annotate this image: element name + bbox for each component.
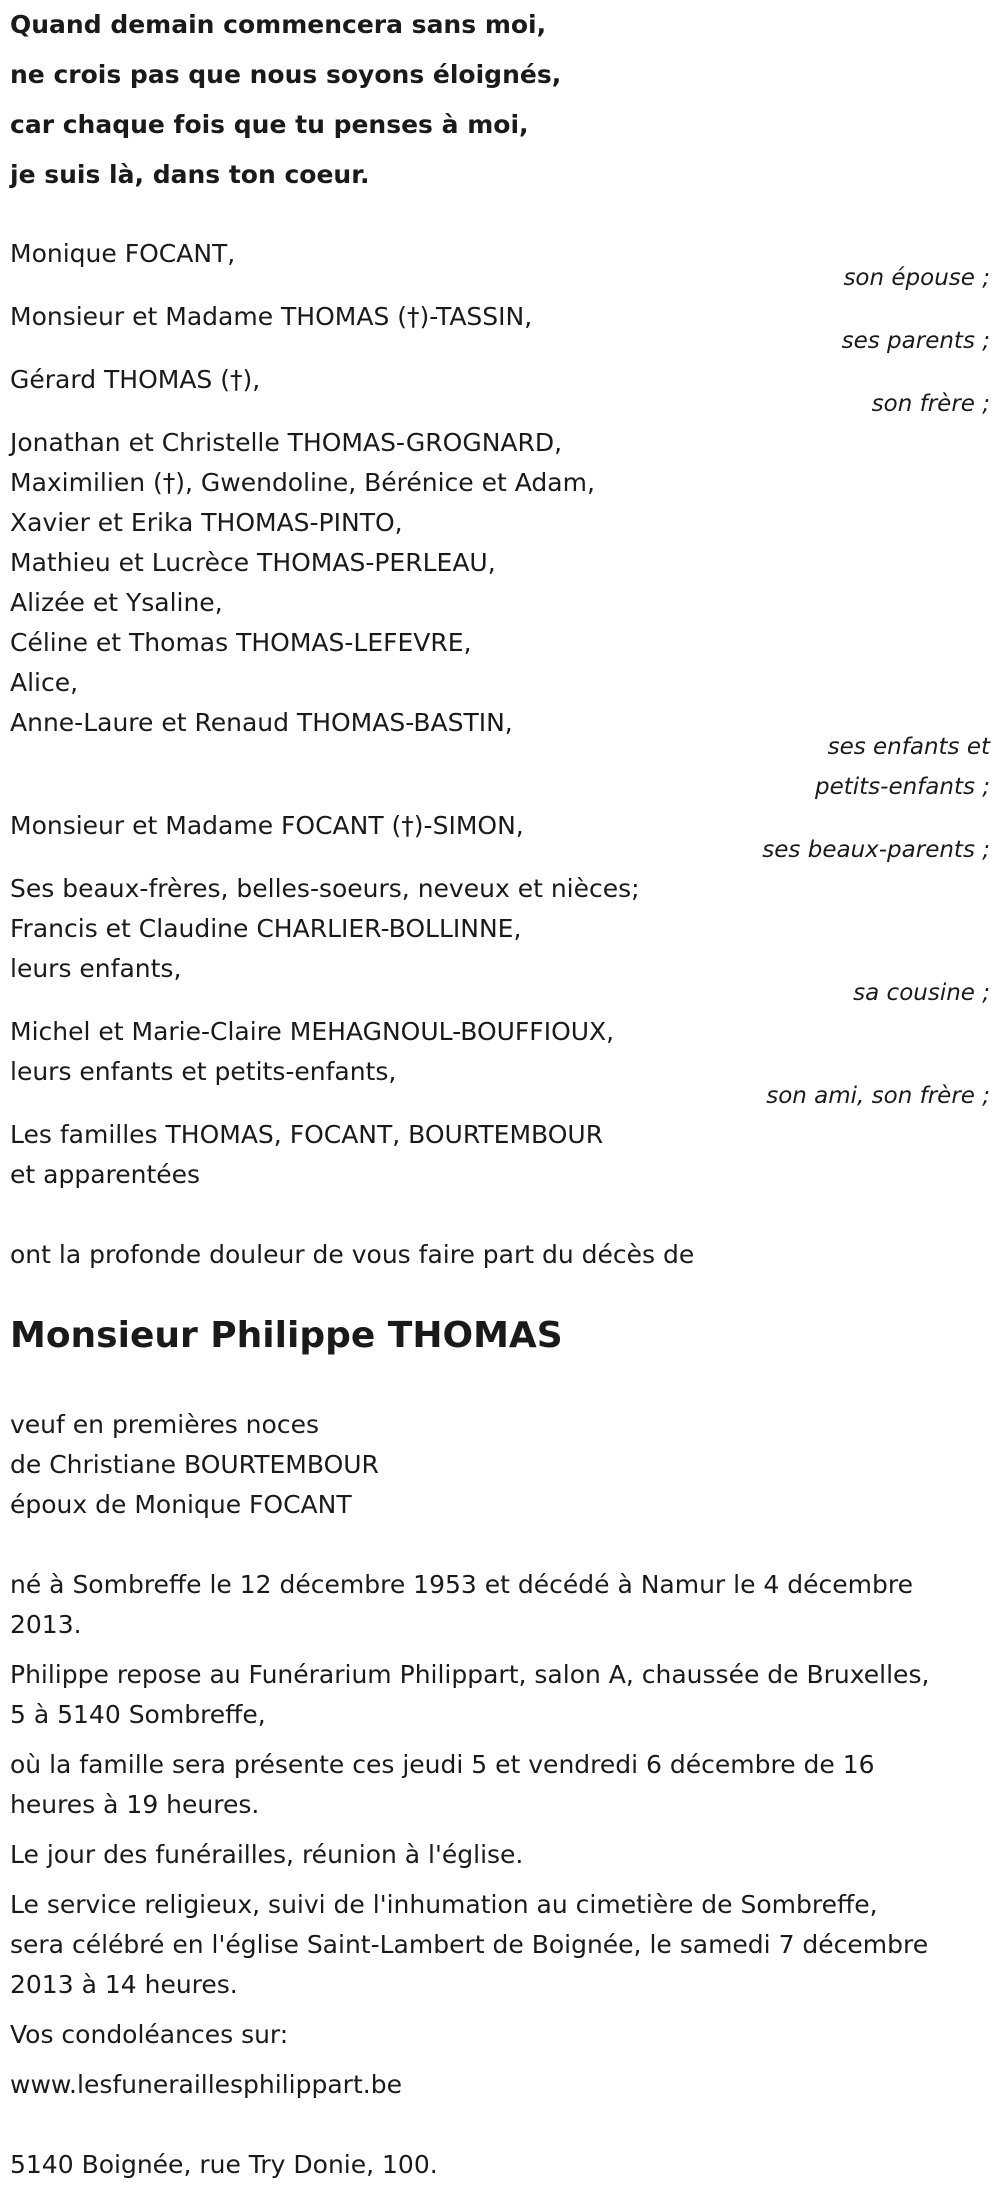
- children-line-4: Mathieu et Lucrèce THOMAS-PERLEAU,: [10, 548, 496, 577]
- children-line-2: Maximilien (†), Gwendoline, Bérénice et Adam,: [10, 468, 595, 497]
- families-line-2: et apparentées: [10, 1160, 201, 1189]
- friend-role: son ami, son frère ;: [766, 1083, 990, 1109]
- service-line-3: 2013 à 14 heures.: [10, 1970, 238, 1999]
- cousin-line-1: Ses beaux-frères, belles-soeurs, neveux et nièces;: [10, 874, 640, 903]
- parents-name: Monsieur et Madame THOMAS (†)-TASSIN,: [10, 302, 533, 331]
- status-line-3: époux de Monique FOCANT: [10, 1490, 352, 1519]
- children-role-line-2: petits-enfants ;: [814, 774, 990, 800]
- brother-role: son frère ;: [871, 391, 990, 417]
- birth-death-line-1: né à Sombreffe le 12 décembre 1953 et décédé à Namur le 4 décembre: [10, 1570, 913, 1599]
- brother-name: Gérard THOMAS (†),: [10, 365, 261, 394]
- funeral-day-line: Le jour des funérailles, réunion à l'église.: [10, 1840, 524, 1869]
- visitation-line-1: où la famille sera présente ces jeudi 5 et vendredi 6 décembre de 16: [10, 1750, 875, 1779]
- children-line-8: Anne-Laure et Renaud THOMAS-BASTIN,: [10, 708, 513, 737]
- friend-line-2: leurs enfants et petits-enfants,: [10, 1057, 397, 1086]
- children-line-6: Céline et Thomas THOMAS-LEFEVRE,: [10, 628, 472, 657]
- cousin-line-3: leurs enfants,: [10, 954, 182, 983]
- children-line-1: Jonathan et Christelle THOMAS-GROGNARD,: [10, 428, 563, 457]
- cousin-line-2: Francis et Claudine CHARLIER-BOLLINNE,: [10, 914, 522, 943]
- friend-line-1: Michel et Marie-Claire MEHAGNOUL-BOUFFIOUX,: [10, 1017, 615, 1046]
- visitation-line-2: heures à 19 heures.: [10, 1790, 260, 1819]
- poem-line-1: Quand demain commencera sans moi,: [10, 10, 547, 39]
- children-line-7: Alice,: [10, 668, 79, 697]
- announcement-text: ont la profonde douleur de vous faire part du décès de: [10, 1240, 695, 1269]
- children-role-line-1: ses enfants et: [827, 734, 990, 760]
- inlaws-role: ses beaux-parents ;: [762, 837, 990, 863]
- birth-death-line-2: 2013.: [10, 1610, 82, 1639]
- condolences-website-link[interactable]: www.lesfuneraillesphilippart.be: [10, 2070, 402, 2099]
- address-line: 5140 Boignée, rue Try Donie, 100.: [10, 2150, 438, 2179]
- funerarium-line-2: 5 à 5140 Sombreffe,: [10, 1700, 266, 1729]
- inlaws-name: Monsieur et Madame FOCANT (†)-SIMON,: [10, 811, 524, 840]
- status-line-1: veuf en premières noces: [10, 1410, 319, 1439]
- poem-line-2: ne crois pas que nous soyons éloignés,: [10, 60, 562, 89]
- funerarium-line-1: Philippe repose au Funérarium Philippart, salon A, chaussée de Bruxelles,: [10, 1660, 930, 1689]
- families-line-1: Les familles THOMAS, FOCANT, BOURTEMBOUR: [10, 1120, 604, 1149]
- service-line-1: Le service religieux, suivi de l'inhumation au cimetière de Sombreffe,: [10, 1890, 878, 1919]
- service-line-2: sera célébré en l'église Saint-Lambert de Boignée, le samedi 7 décembre: [10, 1930, 929, 1959]
- cousin-role: sa cousine ;: [853, 980, 990, 1006]
- status-line-2: de Christiane BOURTEMBOUR: [10, 1450, 379, 1479]
- poem-line-3: car chaque fois que tu penses à moi,: [10, 110, 529, 139]
- condolences-label: Vos condoléances sur:: [10, 2020, 289, 2049]
- deceased-name: Monsieur Philippe THOMAS: [10, 1315, 563, 1356]
- poem-line-4: je suis là, dans ton coeur.: [10, 160, 370, 189]
- children-line-5: Alizée et Ysaline,: [10, 588, 223, 617]
- children-line-3: Xavier et Erika THOMAS-PINTO,: [10, 508, 403, 537]
- spouse-role: son épouse ;: [843, 265, 990, 291]
- parents-role: ses parents ;: [841, 328, 990, 354]
- spouse-name: Monique FOCANT,: [10, 239, 236, 268]
